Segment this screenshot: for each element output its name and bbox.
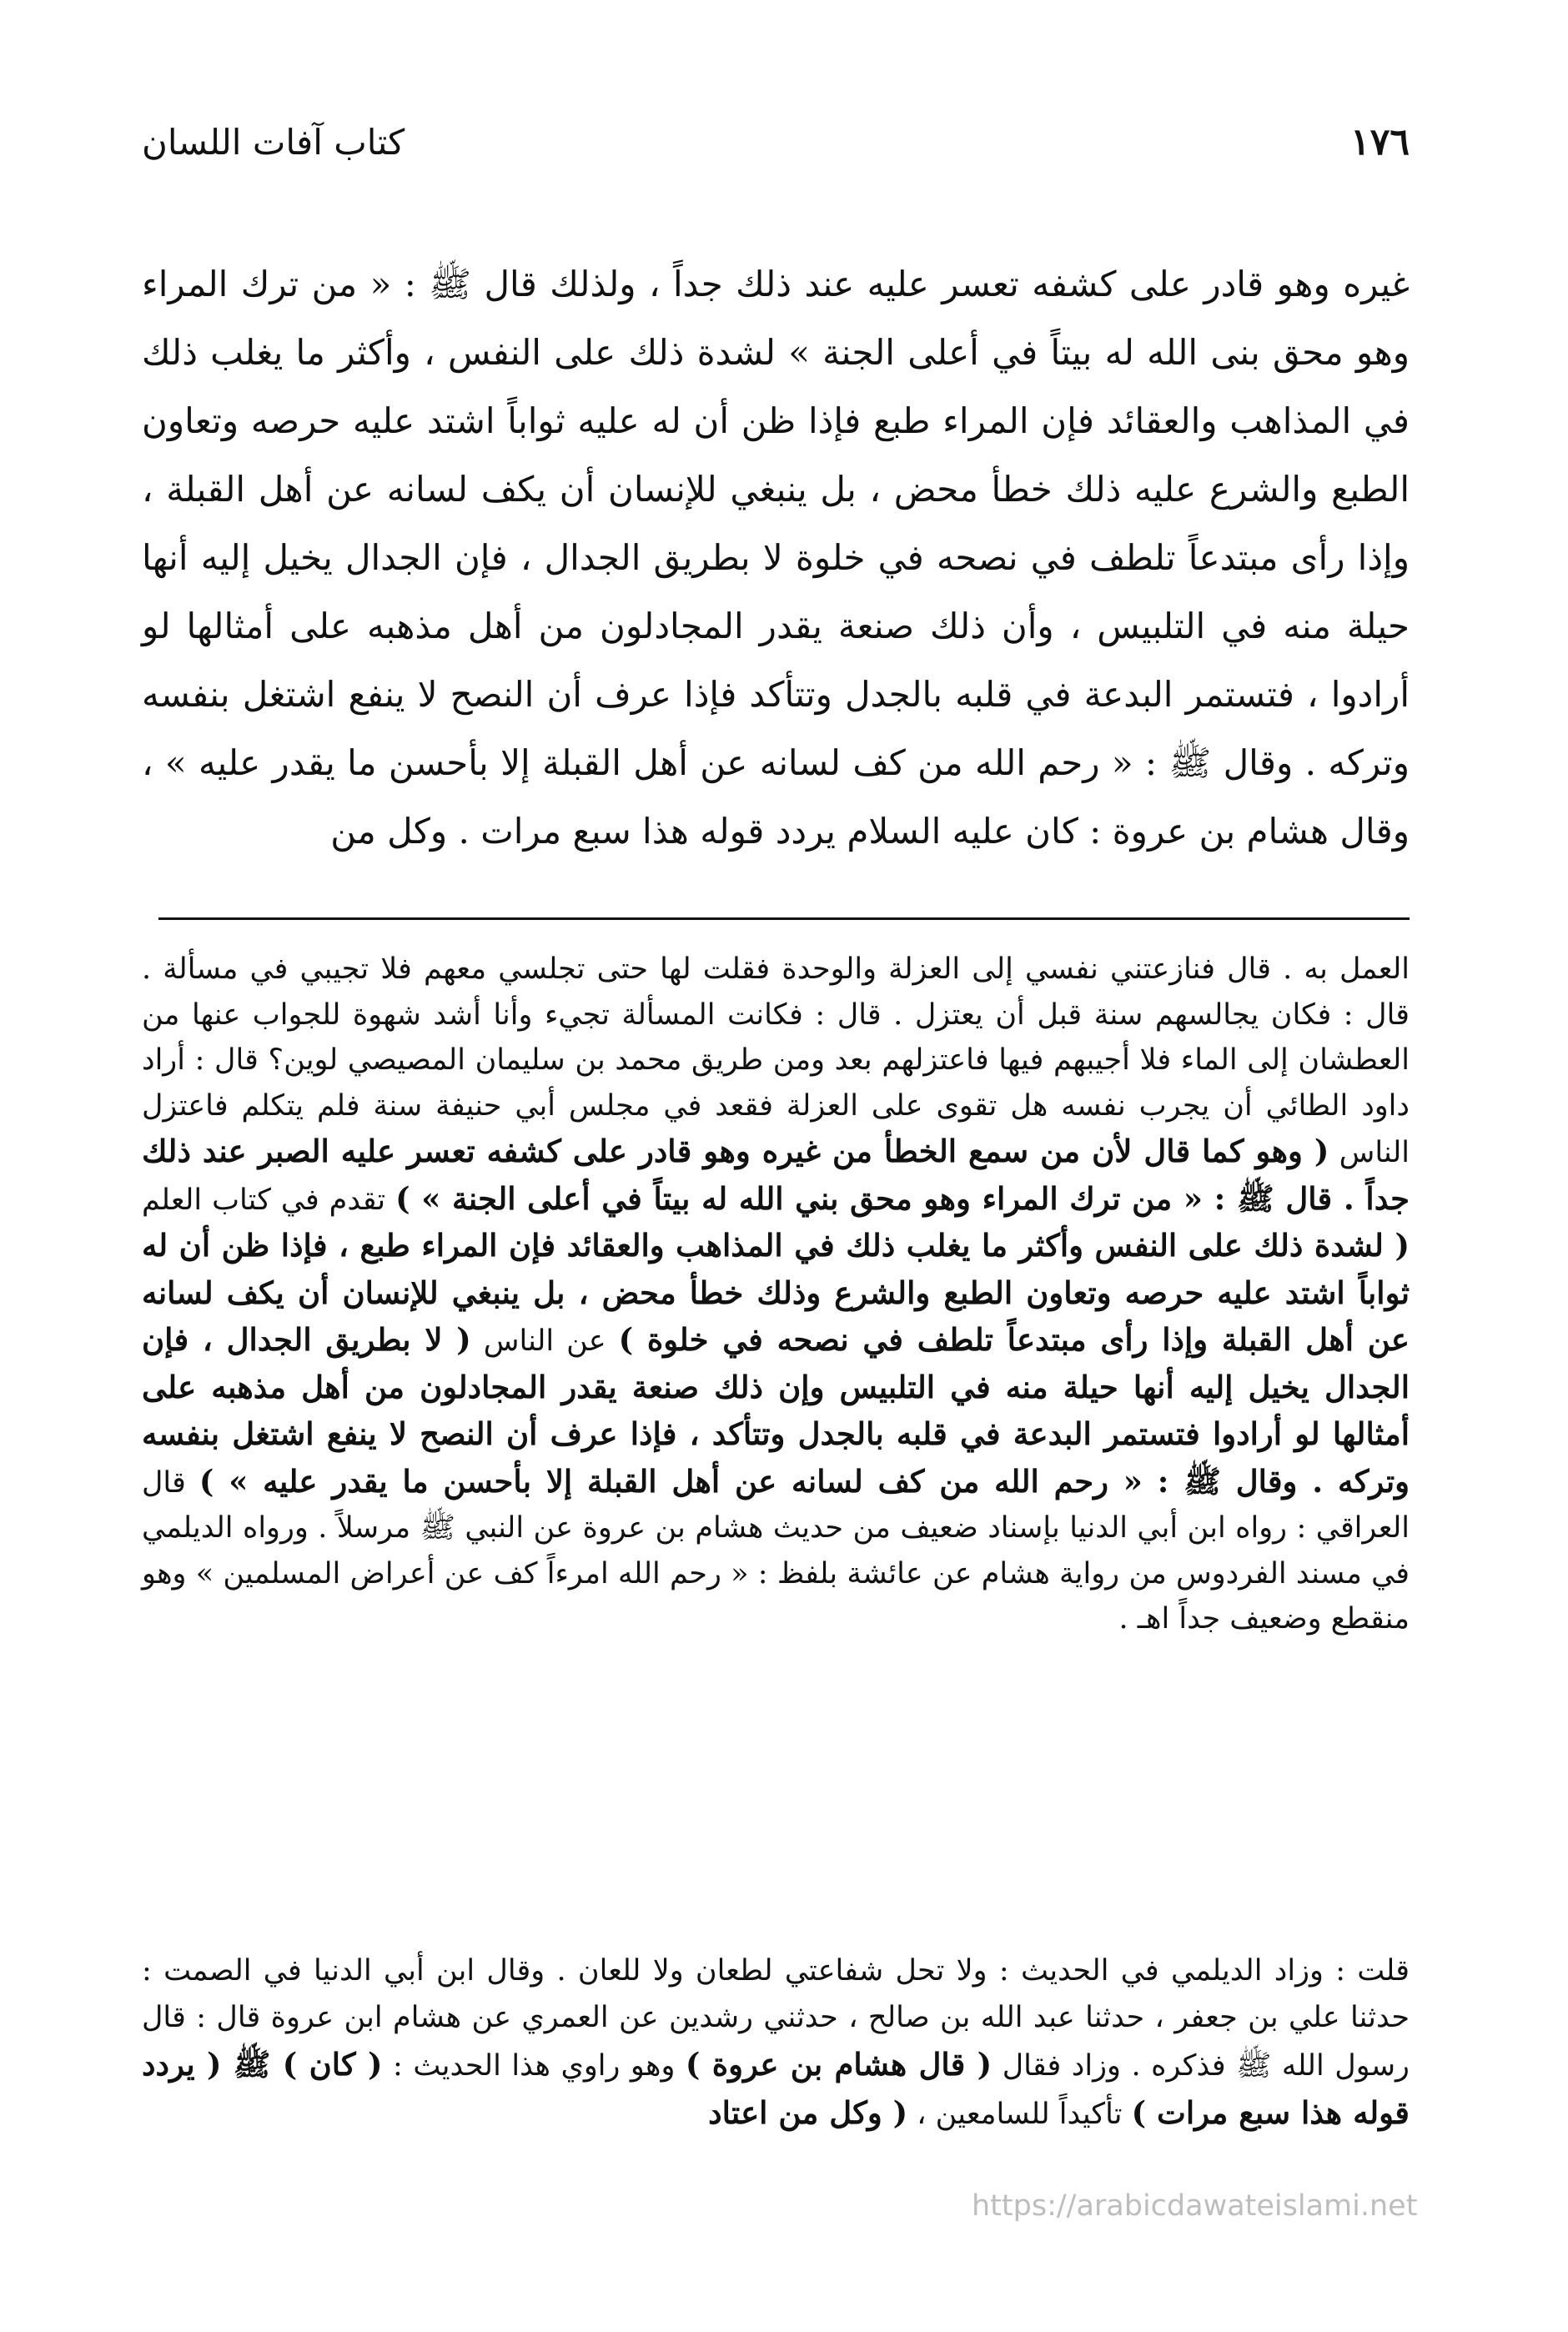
commentary-quoted-text: ( قال هشام بن عروة ) — [685, 2046, 993, 2083]
footnote-quoted-text: ( وهو كما قال لأن من سمع الخطأ من غيره وهو قادر على كشفه تعسر عليه الصبر عند ذلك جداً . قال ﷺ : « من ترك المراء وهو محق بني الله له بيتاً في أعلى الجنة » ) — [142, 1133, 1410, 1217]
footnote-text: قال العراقي : رواه ابن أبي الدنيا بإسناد ضعيف من حديث هشام بن عروة عن النبي ﷺ مرسلاً . ورواه الديلمي في مسند الفردوس من رواية هشام عن عائشة بلفظ : « رحم الله امرءاً كف عن أعراض المسلمين » وهو منقطع وضعيف جداً اهـ . — [142, 1465, 1410, 1636]
footnote-text: العمل به . قال فنازعتني نفسي إلى العزلة والوحدة فقلت لها حتى تجلسي معهم فلا تجيبي في مسألة . قال : فكان يجالسهم سنة قبل أن يعتزل . قال : فكانت المسألة تجيء وأنا أشد شهوة للجواب عنها من العطشان إلى الماء فلا أجيبهم فيها فاعتزلهم بعد ومن طريق محمد بن سليمان المصيصي لوين؟ قال : أراد داود الطائي أن يجرب نفسه هل تقوى على العزلة فقعد في مجلس أبي حنيفة سنة فلم يتكلم فاعتزل الناس — [142, 952, 1410, 1169]
commentary-text: قلت : وزاد الديلمي في الحديث : ولا تحل شفاعتي لطعان ولا للعان . وقال ابن أبي الدنيا في الصمت : حدثنا علي بن جعفر ، حدثنا عبد الله بن صالح ، حدثني رشدين عن العمري عن هشام ابن عروة قال : قال رسول الله ﷺ فذكره . وزاد فقال — [142, 1954, 1410, 2083]
footnote-block — [142, 947, 1410, 1642]
main-paragraph: غيره وهو قادر على كشفه تعسر عليه عند ذلك جداً ، ولذلك قال ﷺ : « من ترك المراء وهو محق بنى الله له بيتاً في أعلى الجنة » لشدة ذلك على النفس ، وأكثر ما يغلب ذلك في المذاهب والعقائد فإن المراء طبع فإذا ظن أن له عليه ثواباً اشتد عليه حرصه وتعاون الطبع والشرع عليه ذلك خطأ محض ، بل ينبغي للإنسان أن يكف لسانه عن أهل القبلة ، وإذا رأى مبتدعاً تلطف في نصحه في خلوة لا بطريق الجدال ، فإن الجدال يخيل إليه أنها حيلة منه في التلبيس ، وأن ذلك صنعة يقدر المجادلون من أهل مذهبه على أمثالها لو أرادوا ، فتستمر البدعة في قلبه بالجدل وتتأكد فإذا عرف أن النصح لا ينفع اشتغل بنفسه وتركه . وقال ﷺ : « رحم الله من كف لسانه عن أهل القبلة إلا بأحسن ما يقدر عليه » ، وقال هشام بن عروة : كان عليه السلام يردد قوله هذا سبع مرات . وكل من — [142, 264, 1410, 852]
commentary-block — [142, 1948, 1410, 2138]
footnote-text: عن الناس — [483, 1324, 606, 1358]
main-text-block — [142, 250, 1410, 866]
commentary-text: وهو راوي هذا الحديث : — [393, 2049, 676, 2083]
running-title: كتاب آفات اللسان — [142, 121, 405, 163]
page-header — [142, 108, 1410, 175]
commentary-quoted-text: ( وكل من اعتاد — [708, 2094, 908, 2131]
footnote-quoted-text: ( لشدة ذلك على النفس وأكثر ما يغلب ذلك في المذاهب والعقائد فإن المراء طبع ، فإذا ظن أن له ثواباً اشتد عليه حرصه وتعاون الطبع والشرع وذلك خطأ محض ، بل ينبغي للإنسان أن يكف لسانه عن أهل القبلة وإذا رأى مبتدعاً تلطف في نصحه في خلوة ) — [142, 1227, 1410, 1358]
footnote-divider — [158, 917, 1410, 920]
commentary-quoted-text: ( كان ) ﷺ ( يردد قوله هذا سبع مرات ) — [142, 2046, 1410, 2131]
source-watermark: https://arabicdawateislami.net — [972, 2189, 1418, 2223]
page-number: ١٧٦ — [1350, 120, 1410, 163]
commentary-text: تأكيداً للسامعين ، — [917, 2098, 1123, 2131]
footnote-quoted-text: ( لا بطريق الجدال ، فإن الجدال يخيل إليه أنها حيلة منه في التلبيس وإن ذلك صنعة يقدر المجادلون من أهل مذهبه على أمثالها لو أرادوا فتستمر البدعة في قلبه بالجدل وتتأكد ، فإذا عرف أن النصح لا ينفع اشتغل بنفسه وتركه . وقال ﷺ : « رحم الله من كف لسانه عن أهل القبلة إلا بأحسن ما يقدر عليه » ) — [142, 1321, 1410, 1500]
footnote-text: تقدم في كتاب العلم — [142, 1183, 386, 1217]
